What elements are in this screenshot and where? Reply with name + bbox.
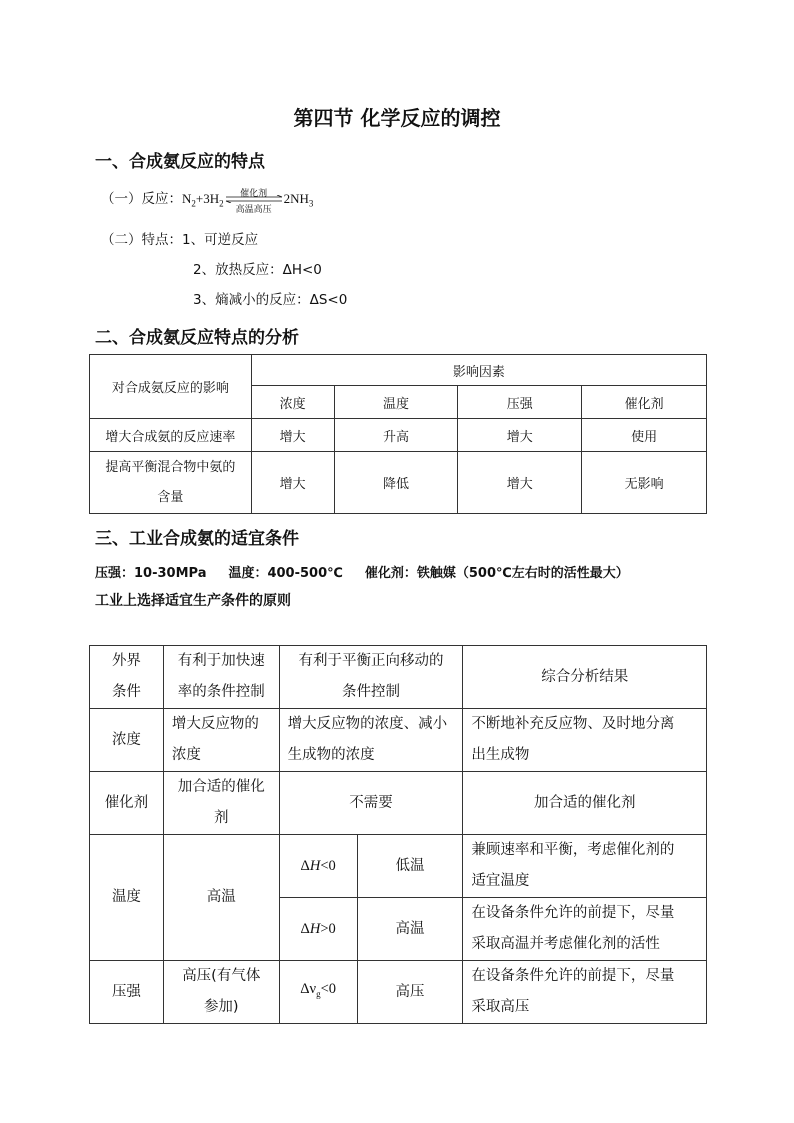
principle-table (89, 645, 707, 1024)
table-cell: 高温 (357, 898, 463, 961)
reaction-label: （一）反应： (101, 191, 182, 207)
table-cell: 升高 (334, 419, 458, 452)
row-label: 提高平衡混合物中氨的 含量 (90, 452, 252, 514)
table-row (90, 709, 707, 772)
table-cell: 增大 (458, 419, 582, 452)
factors-table (89, 354, 707, 514)
feature-2: 2、放热反应：ΔH<0 (193, 262, 322, 278)
table-row (90, 419, 707, 452)
table-cell: 加合适的催化 剂 (163, 772, 279, 835)
table-cell: 增大反应物的浓度、减小 生成物的浓度 (279, 709, 463, 772)
table-cell: 不断地补充反应物、及时地分离 出生成物 (463, 709, 707, 772)
section-1-heading: 一、合成氨反应的特点 (95, 152, 265, 172)
header-cell: 外界 条件 (90, 646, 164, 709)
table-cell: 低温 (357, 835, 463, 898)
condition-pressure: 压强：10-30MPa (95, 566, 207, 581)
condition-temperature: 温度：400-500℃ (228, 566, 343, 581)
principle-heading: 工业上选择适宜生产条件的原则 (95, 593, 291, 609)
table-cell: 增大 (458, 452, 582, 514)
table-cell: 高温 (163, 835, 279, 961)
features-line (101, 228, 258, 248)
condition-label: 高温高压 (235, 205, 272, 215)
table-cell: 兼顾速率和平衡，考虑催化剂的 适宜温度 (463, 835, 707, 898)
table-cell: 无影响 (582, 452, 707, 514)
row-label: 增大合成氨的反应速率 (90, 419, 252, 452)
factor-group-header: 影响因素 (251, 355, 706, 386)
equilibrium-arrow (224, 186, 284, 215)
enthalpy-condition: ΔH<0 (279, 835, 357, 898)
features-label: （二）特点： (101, 232, 182, 248)
row-label: 催化剂 (90, 772, 164, 835)
header-cell: 有利于平衡正向移动的 条件控制 (279, 646, 463, 709)
table-row (90, 835, 707, 898)
col-header: 浓度 (251, 386, 334, 419)
table-cell: 增大 (251, 452, 334, 514)
feature-1: 1、可逆反应 (182, 232, 259, 248)
col-header: 催化剂 (582, 386, 707, 419)
row-label: 浓度 (90, 709, 164, 772)
table-corner: 对合成氨反应的影响 (90, 355, 252, 419)
reaction-line (101, 186, 314, 215)
reaction-lhs: $N_2+3H_2$ (182, 191, 224, 209)
col-header: 温度 (334, 386, 458, 419)
reaction-rhs: $2NH_3$ (283, 191, 314, 209)
table-cell: 高压 (357, 961, 463, 1024)
table-cell: 增大 (251, 419, 334, 452)
table-cell: 增大反应物的 浓度 (163, 709, 279, 772)
row-label: 压强 (90, 961, 164, 1024)
gas-volume-condition: $\Delta\nu_g<0$ (279, 961, 357, 1024)
row-label: 温度 (90, 835, 164, 961)
header-cell: 有利于加快速 率的条件控制 (163, 646, 279, 709)
table-cell: 不需要 (279, 772, 463, 835)
col-header: 压强 (458, 386, 582, 419)
table-cell: 高压(有气体 参加) (163, 961, 279, 1024)
industrial-conditions (95, 562, 629, 581)
catalyst-label: 催化剂 (240, 189, 268, 199)
table-cell: 降低 (334, 452, 458, 514)
section-3-heading: 三、工业合成氨的适宜条件 (95, 529, 299, 549)
feature-3: 3、熵减小的反应：ΔS<0 (193, 292, 348, 308)
table-row (90, 961, 707, 1024)
enthalpy-condition: ΔH>0 (279, 898, 357, 961)
table-row (90, 772, 707, 835)
header-cell: 综合分析结果 (463, 646, 707, 709)
section-2-heading: 二、合成氨反应特点的分析 (95, 328, 299, 348)
table-cell: 使用 (582, 419, 707, 452)
condition-catalyst: 催化剂：铁触媒（500℃左右时的活性最大） (364, 566, 629, 581)
table-cell: 在设备条件允许的前提下，尽量 采取高压 (463, 961, 707, 1024)
table-cell: 加合适的催化剂 (463, 772, 707, 835)
table-cell: 在设备条件允许的前提下，尽量 采取高温并考虑催化剂的活性 (463, 898, 707, 961)
page-title: 第四节 化学反应的调控 (293, 106, 501, 130)
table-row (90, 452, 707, 514)
